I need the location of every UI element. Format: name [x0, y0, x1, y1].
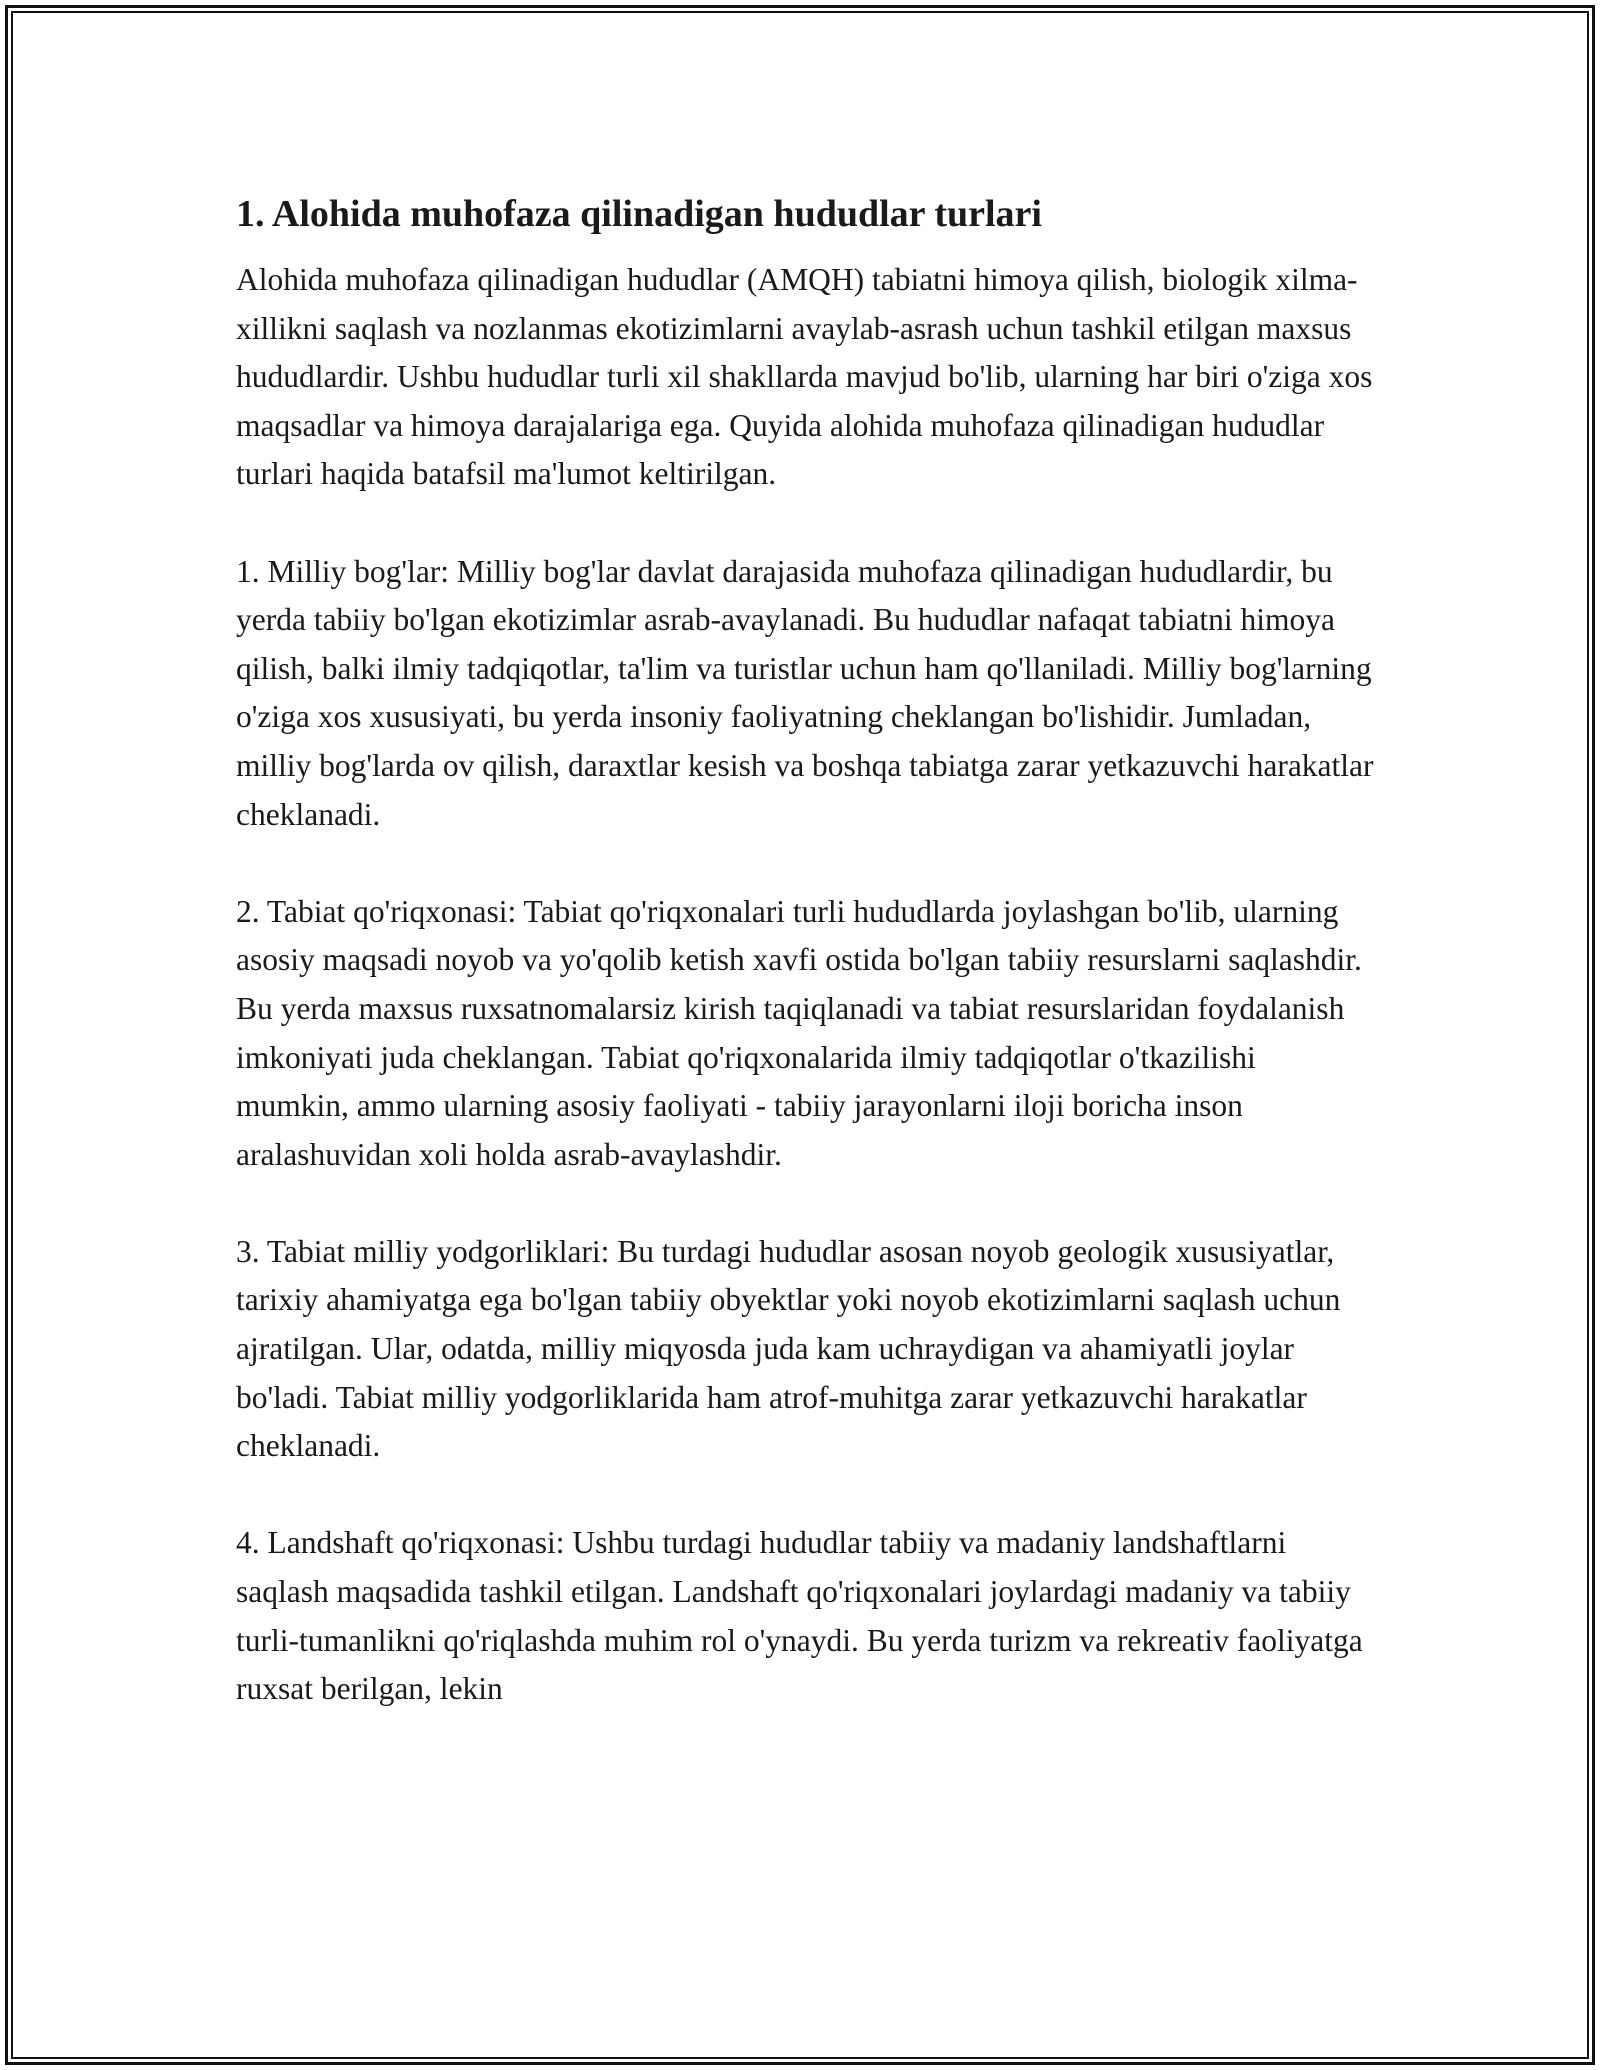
- section-heading: 1. Alohida muhofaza qilinadigan hududlar turlari: [236, 193, 1042, 235]
- document-body: [236, 186, 1376, 1714]
- intro-paragraph: Alohida muhofaza qilinadigan hududlar (AMQH) tabiatni himoya qilish, biologik xilma-xillikni saqlash va nozlanmas ekotizimlarni avaylab-asrash uchun tashkil etilgan maxsus hududlardir. Ushbu hududlar turli xil shakllarda mavjud bo'lib, ularning har biri o'ziga xos maqsadlar va himoya darajalariga ega. Quyida alohida muhofaza qilinadigan hududlar turlari haqida batafsil ma'lumot keltirilgan.: [236, 262, 1373, 492]
- paragraph-natural-monuments: 3. Tabiat milliy yodgorliklari: Bu turdagi hududlar asosan noyob geologik xususiyatlar, tarixiy ahamiyatga ega bo'lgan tabiiy obyektlar yoki noyob ekotizimlarni saqlash uchun ajratilgan. Ular, odatda, milliy miqyosda juda kam uchraydigan va ahamiyatli joylar bo'ladi. Tabiat milliy yodgorliklarida ham atrof-muhitga zarar yetkazuvchi harakatlar cheklanadi.: [236, 1233, 1341, 1464]
- paragraph-national-parks: 1. Milliy bog'lar: Milliy bog'lar davlat darajasida muhofaza qilinadigan hududlardir, bu yerda tabiiy bo'lgan ekotizimlar asrab-avaylanadi. Bu hududlar nafaqat tabiatni himoya qilish, balki ilmiy tadqiqotlar, ta'lim va turistlar uchun ham qo'llaniladi. Milliy bog'larning o'ziga xos xususiyati, bu yerda insoniy faoliyatning cheklangan bo'lishidir. Jumladan, milliy bog'larda ov qilish, daraxtlar kesish va boshqa tabiatga zarar yetkazuvchi harakatlar cheklanadi.: [236, 553, 1374, 832]
- paragraph-landscape-reserve: 4. Landshaft qo'riqxonasi: Ushbu turdagi hududlar tabiiy va madaniy landshaftlarni saqlash maqsadida tashkil etilgan. Landshaft qo'riqxonalari joylardagi madaniy va tabiiy turli-tumanlikni qo'riqlashda muhim rol o'ynaydi. Bu yerda turizm va rekreativ faoliyatga ruxsat berilgan, lekin: [236, 1525, 1363, 1707]
- paragraph-nature-reserve: 2. Tabiat qo'riqxonasi: Tabiat qo'riqxonalari turli hududlarda joylashgan bo'lib, ularning asosiy maqsadi noyob va yo'qolib ketish xavfi ostida bo'lgan tabiiy resurslarni saqlashdir. Bu yerda maxsus ruxsatnomalarsiz kirish taqiqlanadi va tabiat resurslaridan foydalanish imkoniyati juda cheklangan. Tabiat qo'riqxonalarida ilmiy tadqiqotlar o'tkazilishi mumkin, ammo ularning asosiy faoliyati - tabiiy jarayonlarni iloji boricha inson aralashuvidan xoli holda asrab-avaylashdir.: [236, 893, 1362, 1172]
